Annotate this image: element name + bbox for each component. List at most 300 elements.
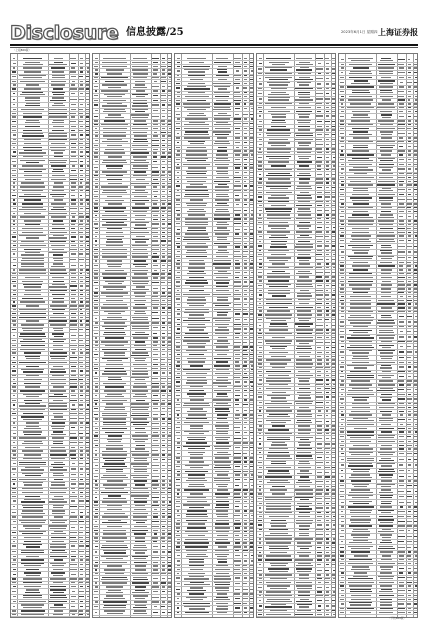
table-cell-text: [132, 328, 149, 329]
table-cell-text: [235, 358, 240, 359]
table-cell-text: [326, 486, 329, 487]
table-cell-text: [95, 69, 98, 70]
table-cell-text: [381, 424, 391, 425]
table-cell-text: [152, 77, 159, 78]
table-cell-text: [378, 158, 395, 159]
table-cell-text: [399, 321, 404, 322]
table-cell-text: [299, 62, 310, 63]
table-cell-text: [187, 343, 206, 344]
table-cell-text: [348, 320, 373, 321]
table-cell-text: [184, 422, 209, 423]
table-cell-text: [53, 475, 64, 476]
table-cell-text: [235, 137, 240, 138]
table-cell-text: [12, 582, 16, 583]
table-cell-text: [234, 218, 241, 219]
table-cell-text: [135, 241, 146, 242]
table-cell-text: [354, 252, 368, 253]
table-cell-text: [408, 311, 411, 312]
table-cell-text: [349, 559, 372, 560]
table-cell-text: [79, 379, 83, 380]
table-cell-text: [340, 128, 344, 129]
table-cell-text: [80, 324, 82, 325]
table-cell-text: [80, 516, 83, 517]
table-cell-text: [244, 229, 247, 230]
table-cell-text: [13, 366, 15, 367]
table-cell-text: [105, 432, 123, 433]
table-cell-text: [184, 137, 210, 138]
table-cell-text: [72, 614, 76, 615]
table-cell-text: [80, 606, 84, 607]
table-cell-text: [24, 434, 42, 435]
table-cell-text: [414, 321, 417, 322]
table-cell-text: [332, 359, 335, 360]
table-cell-text: [71, 273, 75, 274]
table-cell-text: [215, 186, 230, 187]
table-cell-text: [71, 134, 76, 135]
table-cell-text: [95, 90, 97, 91]
table-cell-text: [102, 319, 127, 320]
table-cell-text: [299, 222, 310, 223]
table-cell-text: [299, 578, 309, 579]
table-cell-text: [316, 280, 322, 281]
table-cell-text: [332, 310, 336, 311]
table-cell-text: [154, 606, 158, 607]
table-cell-text: [168, 378, 172, 379]
table-cell-text: [87, 614, 89, 615]
table-cell-text: [317, 152, 323, 153]
table-cell-text: [24, 139, 42, 140]
table-cell-text: [153, 408, 159, 409]
table-cell-text: [13, 559, 16, 560]
table-cell-text: [340, 445, 344, 446]
table-cell-text: [377, 241, 395, 242]
table-cell-text: [269, 384, 287, 385]
table-cell-text: [12, 551, 16, 552]
table-cell-text: [414, 67, 418, 68]
table-cell-text: [133, 73, 148, 74]
table-cell-text: [414, 273, 418, 274]
table-cell-text: [398, 288, 405, 289]
table-cell-text: [105, 396, 123, 397]
table-cell-text: [407, 351, 411, 352]
table-cell-text: [26, 320, 39, 321]
table-cell-text: [333, 93, 335, 94]
table-cell-text: [378, 80, 395, 81]
table-cell-text: [133, 418, 147, 419]
table-cell-text: [79, 442, 83, 443]
table-cell-text: [234, 377, 240, 378]
table-cell-text: [134, 292, 146, 293]
table-cell-text: [265, 535, 292, 536]
table-cell-text: [131, 415, 149, 416]
table-cell-text: [325, 448, 329, 449]
table-cell-text: [381, 58, 391, 59]
table-cell-text: [415, 194, 418, 195]
table-cell-text: [22, 165, 44, 166]
table-cell-text: [259, 280, 262, 281]
table-cell-text: [80, 179, 83, 180]
table-cell-text: [86, 320, 90, 321]
table-cell-text: [398, 577, 405, 578]
table-cell-text: [332, 396, 336, 397]
table-cell-text: [317, 174, 322, 175]
table-cell-text: [25, 475, 41, 476]
table-cell-text: [266, 211, 291, 212]
table-cell-text: [250, 542, 254, 543]
table-cell-text: [298, 107, 311, 108]
table-cell-text: [271, 463, 287, 464]
table-cell-text: [408, 568, 411, 569]
table-cell-text: [86, 147, 90, 148]
table-cell-text: [259, 538, 261, 539]
table-cell-text: [317, 210, 323, 211]
table-cell-text: [244, 410, 247, 411]
table-cell-text: [352, 214, 368, 215]
table-cell-text: [332, 552, 336, 553]
table-cell-text: [399, 441, 404, 442]
table-cell-text: [408, 459, 410, 460]
table-cell-text: [79, 259, 83, 260]
table-cell-text: [400, 506, 404, 507]
table-cell-text: [50, 450, 66, 451]
table-cell-text: [316, 462, 322, 463]
table-cell-text: [349, 64, 373, 65]
table-cell-text: [332, 63, 335, 64]
table-cell-text: [407, 555, 411, 556]
table-cell-text: [379, 173, 393, 174]
table-cell-text: [215, 333, 229, 334]
table-cell-text: [12, 492, 16, 493]
table-cell-text: [50, 356, 67, 357]
table-cell-text: [352, 288, 370, 289]
table-cell-text: [398, 257, 404, 258]
table-cell-text: [244, 493, 247, 494]
table-cell-text: [87, 156, 89, 157]
table-cell-text: [250, 414, 254, 415]
table-cell-text: [168, 304, 172, 305]
table-cell-text: [332, 438, 335, 439]
table-cell-text: [176, 432, 180, 433]
table-cell-text: [176, 390, 180, 391]
table-cell-text: [162, 211, 166, 212]
table-cell-text: [132, 128, 148, 129]
table-cell-text: [50, 371, 65, 372]
table-cell-text: [80, 564, 82, 565]
table-cell-text: [168, 186, 172, 187]
table-cell-text: [407, 128, 411, 129]
table-cell-text: [317, 222, 322, 223]
table-cell-text: [187, 173, 207, 174]
table-cell-text: [177, 593, 180, 594]
table-cell-text: [341, 257, 344, 258]
table-cell-text: [102, 582, 127, 583]
table-cell-text: [24, 441, 42, 442]
table-cell-text: [94, 273, 98, 274]
table-cell-text: [414, 612, 418, 613]
table-cell-text: [380, 534, 392, 535]
table-cell-text: [414, 336, 418, 337]
table-cell-text: [71, 130, 75, 131]
table-cell-text: [340, 555, 344, 556]
table-cell-text: [168, 66, 172, 67]
table-cell-text: [318, 582, 322, 583]
table-cell-text: [332, 467, 336, 468]
table-cell-text: [399, 265, 403, 266]
table-cell-text: [259, 481, 262, 482]
table-cell-text: [399, 216, 403, 217]
table-cell-text: [347, 424, 373, 425]
table-cell-text: [95, 128, 97, 129]
table-cell-text: [94, 191, 98, 192]
table-cell-text: [95, 509, 98, 510]
table-cell-text: [215, 493, 230, 494]
table-cell-text: [26, 375, 39, 376]
table-cell-text: [317, 512, 321, 513]
table-cell-text: [102, 358, 128, 359]
table-cell-text: [133, 396, 147, 397]
table-cell-text: [176, 457, 180, 458]
table-cell-text: [243, 354, 247, 355]
table-cell-text: [268, 99, 290, 100]
table-cell-text: [70, 357, 77, 358]
table-cell-text: [176, 223, 180, 224]
table-cell-text: [153, 292, 158, 293]
table-cell-text: [23, 595, 42, 596]
table-cell-text: [216, 361, 228, 362]
table-cell-text: [244, 181, 246, 182]
table-cell-text: [268, 201, 289, 202]
table-cell-text: [49, 320, 67, 321]
table-cell-text: [258, 614, 262, 615]
table-cell-text: [102, 162, 128, 163]
table-cell-text: [80, 352, 83, 353]
table-cell-text: [23, 597, 43, 598]
table-cell-text: [168, 569, 171, 570]
table-cell-text: [380, 388, 393, 389]
table-cell-text: [250, 603, 254, 604]
table-cell-text: [95, 140, 98, 141]
table-cell-text: [189, 122, 205, 123]
table-cell-text: [408, 146, 410, 147]
table-cell-text: [20, 409, 45, 410]
table-cell-text: [134, 562, 147, 563]
table-cell-text: [177, 422, 180, 423]
table-cell-text: [354, 572, 367, 573]
table-cell-text: [168, 300, 172, 301]
table-cell-text: [250, 172, 253, 173]
table-cell-text: [244, 96, 246, 97]
table-cell-text: [21, 614, 45, 615]
table-cell-text: [408, 595, 412, 596]
table-cell-text: [379, 492, 393, 493]
table-cell-text: [108, 435, 122, 436]
table-cell-text: [54, 182, 63, 183]
table-cell-text: [381, 269, 392, 270]
table-cell-text: [266, 186, 291, 187]
table-cell-text: [86, 492, 89, 493]
table-cell-text: [216, 431, 227, 432]
table-cell-text: [50, 147, 66, 148]
table-cell-text: [341, 380, 344, 381]
table-cell-text: [271, 88, 287, 89]
table-cell-text: [71, 265, 76, 266]
table-cell-text: [399, 502, 404, 503]
table-cell-text: [12, 273, 16, 274]
table-cell-text: [51, 143, 65, 144]
table-cell-text: [49, 403, 67, 404]
table-cell-text: [317, 241, 322, 242]
table-cell-text: [53, 400, 62, 401]
table-cell-text: [71, 116, 75, 117]
table-cell-text: [326, 512, 329, 513]
table-cell-text: [408, 530, 410, 531]
table-cell-text: [349, 96, 371, 97]
table-cell-text: [177, 62, 180, 63]
table-cell-text: [377, 303, 395, 304]
table-cell-text: [269, 222, 288, 223]
table-cell-text: [185, 190, 208, 191]
table-cell-text: [131, 463, 149, 464]
table-cell-text: [168, 578, 172, 579]
table-cell-text: [414, 177, 418, 178]
table-cell-text: [26, 305, 39, 306]
table-cell-text: [414, 453, 418, 454]
table-cell-text: [316, 139, 322, 140]
table-cell-text: [407, 262, 411, 263]
table-cell-text: [152, 256, 159, 257]
table-cell-text: [168, 322, 172, 323]
table-cell-text: [316, 148, 322, 149]
table-cell-text: [415, 91, 417, 92]
table-cell-text: [271, 195, 286, 196]
table-cell-text: [267, 135, 289, 136]
table-cell-text: [300, 548, 309, 549]
table-cell-text: [87, 71, 89, 72]
table-cell-text: [94, 304, 98, 305]
table-cell-text: [101, 90, 127, 91]
table-cell-text: [86, 269, 89, 270]
table-cell-text: [216, 100, 228, 101]
table-cell-text: [316, 267, 322, 268]
table-cell-text: [266, 591, 290, 592]
table-cell-text: [216, 539, 228, 540]
table-cell-text: [53, 298, 64, 299]
table-cell-text: [190, 408, 203, 409]
table-cell-text: [350, 437, 371, 438]
table-cell-text: [95, 445, 98, 446]
table-cell-text: [86, 317, 90, 318]
table-cell-text: [250, 546, 254, 547]
table-cell-text: [80, 277, 83, 278]
table-cell-text: [296, 601, 312, 602]
table-cell-text: [102, 516, 128, 517]
table-cell-text: [332, 134, 335, 135]
table-cell-text: [340, 154, 344, 155]
table-cell-text: [399, 464, 403, 465]
table-cell-text: [131, 232, 149, 233]
table-cell-text: [326, 410, 328, 411]
table-cell-text: [177, 474, 180, 475]
table-cell-text: [415, 303, 417, 304]
table-cell-text: [79, 500, 83, 501]
table-cell-text: [268, 111, 290, 112]
table-cell-text: [296, 508, 312, 509]
table-cell-text: [71, 527, 75, 528]
table-cell-text: [169, 414, 172, 415]
table-cell-text: [215, 329, 229, 330]
table-cell-text: [184, 584, 210, 585]
table-cell-text: [12, 578, 16, 579]
table-cell-text: [162, 265, 165, 266]
table-cell-text: [215, 554, 229, 555]
table-cell-text: [325, 570, 329, 571]
table-cell-text: [234, 346, 240, 347]
table-cell-text: [332, 392, 336, 393]
table-cell-text: [266, 359, 292, 360]
table-cell-text: [152, 245, 159, 246]
table-cell-text: [398, 547, 406, 548]
table-cell-text: [105, 211, 124, 212]
table-cell-text: [52, 301, 64, 302]
table-cell-text: [21, 522, 45, 523]
table-cell-text: [266, 156, 291, 157]
table-cell-text: [80, 309, 82, 310]
table-cell-text: [214, 62, 231, 63]
table-cell-text: [186, 514, 208, 515]
table-cell-text: [19, 196, 46, 197]
table-cell-text: [168, 207, 171, 208]
table-cell-text: [86, 357, 90, 358]
table-cell-text: [349, 273, 373, 274]
table-cell-text: [162, 612, 165, 613]
table-cell-text: [399, 273, 404, 274]
table-cell-text: [414, 331, 418, 332]
table-cell-text: [86, 329, 89, 330]
table-cell-text: [136, 400, 145, 401]
table-cell-text: [13, 418, 16, 419]
table-cell-text: [161, 100, 166, 101]
table-cell-text: [176, 103, 180, 104]
table-cell-text: [177, 520, 180, 521]
table-cell-text: [86, 259, 89, 260]
table-cell-text: [162, 395, 166, 396]
table-cell-text: [326, 610, 329, 611]
table-cell-text: [298, 201, 310, 202]
table-cell-text: [183, 239, 210, 240]
table-cell-text: [86, 190, 89, 191]
table-cell-text: [408, 612, 411, 613]
table-cell-text: [94, 476, 98, 477]
table-cell-text: [414, 411, 418, 412]
table-cell-text: [162, 270, 165, 271]
table-cell-text: [340, 235, 344, 236]
table-cell-text: [332, 241, 336, 242]
table-cell-text: [95, 541, 98, 542]
table-cell-text: [86, 582, 89, 583]
table-cell-text: [381, 203, 390, 204]
table-cell-text: [267, 395, 289, 396]
table-cell-text: [317, 476, 321, 477]
table-cell-text: [408, 59, 410, 60]
table-cell-text: [95, 260, 97, 261]
table-cell-text: [162, 530, 165, 531]
table-cell-text: [259, 174, 261, 175]
table-cell-text: [52, 190, 64, 191]
table-cell-text: [271, 461, 286, 462]
table-cell-text: [341, 59, 344, 60]
table-cell-text: [215, 128, 230, 129]
table-cell-text: [50, 563, 66, 564]
